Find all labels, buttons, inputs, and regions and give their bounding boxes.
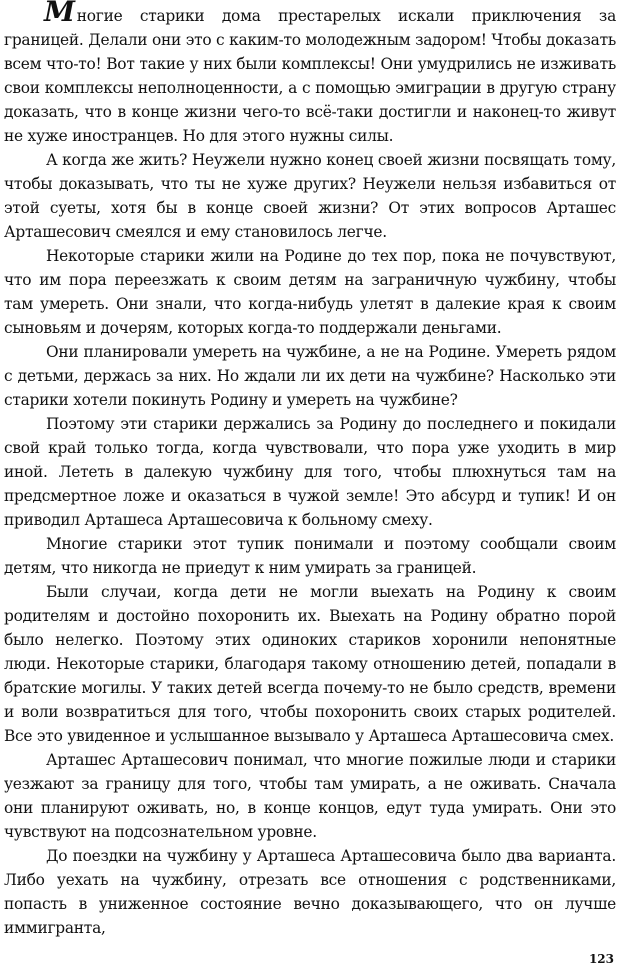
paragraph-4: Они планировали умереть на чужбине, а не на Родине. Умереть рядом с детьми, держась за них. Но ждали ли их дети на чужбине? Насколько эти старики хотели покинуть Родину и умереть на чужбине? [4,343,616,409]
page-text [4,2,616,940]
paragraph-3: Некоторые старики жили на Родине до тех пор, пока не почувствуют, что им пора переезжать к своим детям на заграничную чужбину, чтобы там умереть. Они знали, что когда-нибудь улетят в далекие края к своим сыновьям и дочерям, которых когда-то поддержали деньгами. [4,247,616,337]
paragraph-1 [4,2,616,148]
paragraph-5: Поэтому эти старики держались за Родину до последнего и покидали свой край только тогда, когда чувствовали, что пора уже уходить в мир иной. Лететь в далекую чужбину для того, чтобы плюхнуться там на предсмертное ложе и оказаться в чужой земле! Это абсурд и тупик! И он приводил Арташеса Арташесовича к больному смеху. [4,415,616,529]
paragraph-8: Арташес Арташесович понимал, что многие пожилые люди и старики уезжают за границу для того, чтобы там умирать, а не оживать. Сначала они планируют оживать, но, в конце концов, едут туда умирать. Они это чувствуют на подсознательном уровне. [4,751,616,841]
paragraph-2: А когда же жить? Неужели нужно конец своей жизни посвящать тому, чтобы доказывать, что ты не хуже других? Неужели нельзя избавиться от этой суеты, хотя бы в конце своей жизни? От этих вопросов Арташес Арташесович смеялся и ему становилось легче. [4,151,616,241]
paragraph-1-text: ногие старики дома престарелых искали приключения за границей. Делали они это с каким-то молодежным задором! Чтобы доказать всем что-то! Вот такие у них были комплексы! Они умудрились не изживать свои комплексы неполноценности, а с помощью эмиграции в другую страну доказать, что в конце жизни чего-то всё-таки достигли и наконец-то живут не хуже иностранцев. Но для этого нужны силы. [4,7,616,145]
paragraph-9: До поездки на чужбину у Арташеса Арташесовича было два варианта. Либо уехать на чужбину, отрезать все отношения с родственниками, попасть в униженное состояние вечно доказывающего, что он лучше иммигранта, [4,847,616,937]
paragraph-7: Были случаи, когда дети не могли выехать на Родину к своим родителям и достойно похоронить их. Выехать на Родину обратно порой было нелегко. Поэтому этих одиноких стариков хоронили непонятные люди. Некоторые старики, благодаря такому отношению детей, попадали в братские могилы. У таких детей всегда почему-то не было средств, времени и воли возвратиться для того, чтобы похоронить своих старых родителей. Все это увиденное и услышанное вызывало у Арташеса Арташесовича смех. [4,583,616,745]
page-number: 123 [588,952,614,966]
paragraph-6: Многие старики этот тупик понимали и поэтому сообщали своим детям, что никогда не приедут к ним умирать за границей. [4,535,616,577]
drop-cap: М [44,0,75,28]
